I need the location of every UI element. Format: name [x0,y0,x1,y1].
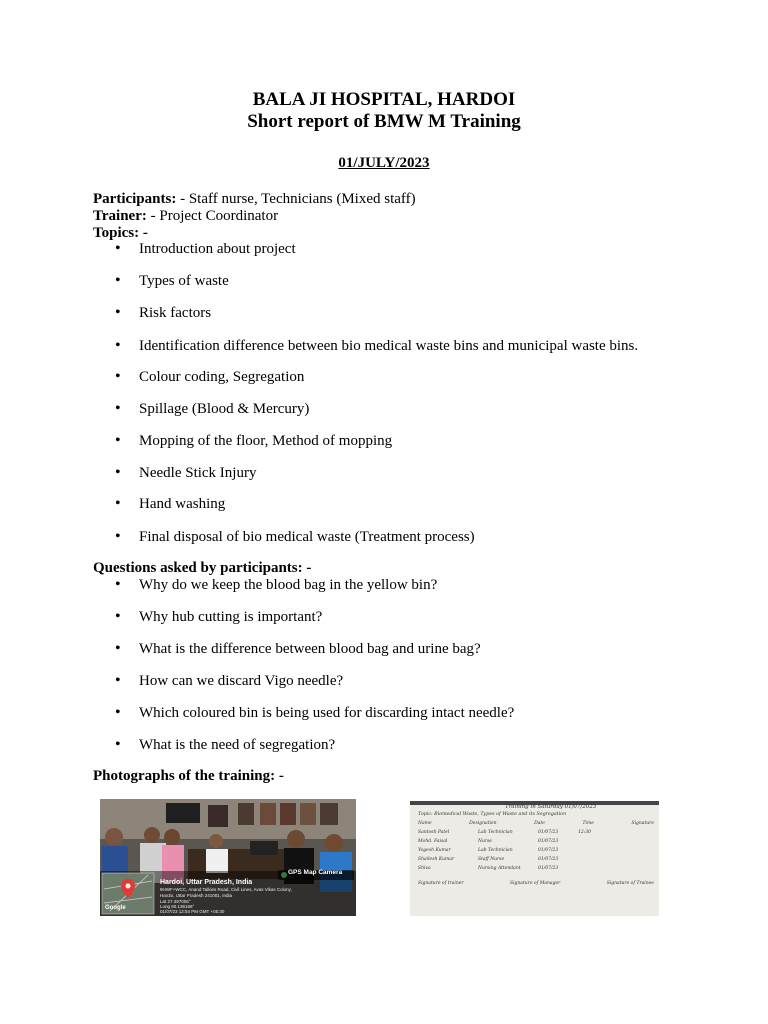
sheet-signature-label: Signature of Manager [509,881,561,886]
trainer-line [93,208,278,225]
sheet-column-header: Designation [469,821,497,826]
participants-label: Participants: [93,191,177,207]
table-row [418,830,654,839]
participants-line [93,191,416,208]
sheet-cell: 01/07/23 [538,857,559,862]
training-photo-illustration [100,799,356,916]
list-item: • Introduction about project [139,241,296,258]
trainer-label: Trainer: [93,208,147,224]
photo-address-line: 9HWF+WCC, Anand Talkies Road, Civil Lines, Avas Vikas Colony, [160,887,292,892]
sheet-cell: Shailesh Kumar [418,857,455,862]
sheet-signatures [418,881,654,886]
list-item: • Spillage (Blood & Mercury) [139,401,309,418]
sheet-cell: Yogesh Kumar [418,848,451,853]
list-item: • Which coloured bin is being used for discarding intact needle? [139,705,514,722]
sheet-cell: Shiva [418,866,431,871]
list-item: • Why do we keep the blood bag in the yellow bin? [139,577,437,594]
sheet-signature-label: Signature of Trainee [606,881,654,886]
photo-datetime: 01/07/23 12:54 PM GMT +05:30 [160,909,225,914]
sheet-signature-label: Signature of trainer [418,881,464,886]
list-item: • Needle Stick Injury [139,465,256,482]
sheet-cell [578,857,614,866]
list-item: • Mopping of the floor, Method of mopping [139,433,392,450]
table-row [418,857,654,866]
sheet-cell [578,839,614,848]
attendance-sheet-photo [410,801,659,916]
topics-label: Topics: - [93,225,148,241]
sheet-heading: Training in Saturday 01/07/2023 [505,804,597,810]
table-row [418,839,654,848]
report-date: 01/JULY/2023 [338,155,430,171]
training-group-photo [100,799,356,916]
sheet-cell: Nurse [478,839,492,844]
photo-address-line: Hardoi, Uttar Pradesh 241001, India [160,893,233,898]
sheet-column-header: Date [534,821,545,826]
map-brand-logo: Google [105,905,126,911]
gps-camera-tag: GPS Map Camera [288,869,343,876]
document-title: BALA JI HOSPITAL, HARDOI [252,89,516,110]
sheet-cell: 01/07/23 [538,830,559,835]
sheet-cell: 01/07/23 [538,848,559,853]
sheet-column-header: Signature [631,821,654,826]
sheet-cell [578,848,614,857]
list-item: • Risk factors [139,305,211,322]
photographs-heading: Photographs of the training: - [93,768,284,784]
list-item: • Hand washing [139,496,225,513]
trainer-value: - Project Coordinator [146,208,279,224]
list-item: • How can we discard Vigo needle? [139,673,343,690]
list-item: • Why hub cutting is important? [139,609,322,626]
table-row [418,848,654,857]
photo-latitude: Lat 27.397006° [160,899,191,904]
sheet-cell: 01/07/23 [538,866,559,871]
sheet-cell: Lab Technician [478,830,513,835]
sheet-cell: 12:30 [578,830,591,835]
sheet-cell: Staff Nurse [478,857,505,862]
sheet-cell: Mohd. Faisal [418,839,448,844]
photo-longitude: Long 80.136166° [160,904,195,909]
list-item: • Final disposal of bio medical waste (Treatment process) [139,529,475,546]
sheet-column-header: Name [418,821,432,826]
list-item: • Identification difference between bio medical waste bins and municipal waste bins. [139,338,638,355]
photo-location: Hardoi, Uttar Pradesh, India [160,879,253,886]
document-subtitle: Short report of BMW M Training [247,111,521,132]
list-item: • Types of waste [139,273,229,290]
participants-value: - Staff nurse, Technicians (Mixed staff) [176,191,416,207]
list-item: • Colour coding, Segregation [139,369,304,386]
sheet-cell: Lab Technician [478,848,513,853]
table-row [418,866,654,875]
sheet-cell: Nursing Attendant [478,866,521,871]
sheet-cell: 01/07/23 [538,839,559,844]
list-item: • What is the need of segregation? [139,737,335,754]
sheet-rows [418,830,654,875]
sheet-subheading: Topic: Biomedical Waste, Types of Waste and its Segregation [418,812,567,817]
sheet-column-header: Time [582,821,594,826]
sheet-cell: Santosh Patel [418,830,450,835]
sheet-cell [578,866,614,875]
questions-heading: Questions asked by participants: - [93,560,312,576]
list-item: • What is the difference between blood bag and urine bag? [139,641,481,658]
sheet-column-headers [418,821,654,826]
